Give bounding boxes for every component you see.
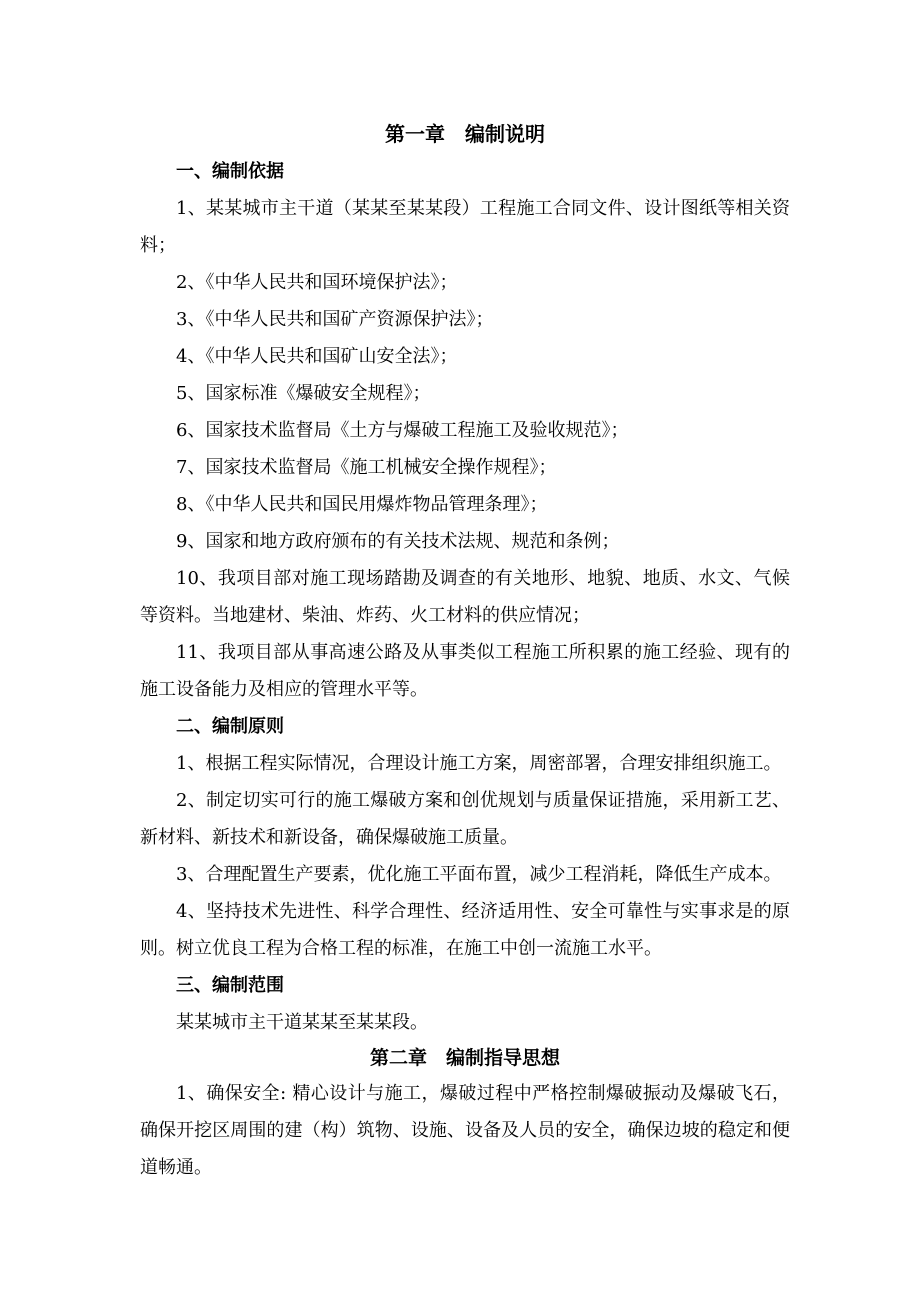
paragraph: 2、《中华人民共和国环境保护法》； xyxy=(176,272,458,293)
paragraph: 8、《中华人民共和国民用爆炸物品管理条理》； xyxy=(176,494,548,515)
paragraph: 5、国家标准《爆破安全规程》； xyxy=(176,383,431,404)
section-heading-scope: 三、编制范围 xyxy=(176,975,284,996)
paragraph: 3、《中华人民共和国矿产资源保护法》； xyxy=(176,309,494,330)
paragraph: 1、根据工程实际情况，合理设计施工方案，周密部署，合理安排组织施工。 xyxy=(176,753,782,774)
document-page xyxy=(140,117,790,1186)
paragraph: 1、确保安全: 精心设计与施工，爆破过程中严格控制爆破振动及爆破飞石，确保开挖区周围的建（构）筑物、设施、设备及人员的安全，确保边坡的稳定和便道畅通。 xyxy=(140,1083,790,1178)
chapter-1-title: 第一章 编制说明 xyxy=(385,122,545,146)
paragraph: 3、合理配置生产要素，优化施工平面布置，减少工程消耗，降低生产成本。 xyxy=(176,864,782,885)
section-heading-basis: 一、编制依据 xyxy=(176,161,284,182)
chapter-2-title: 第二章 编制指导思想 xyxy=(369,1047,560,1069)
section-heading-principles: 二、编制原则 xyxy=(176,716,284,737)
section-scope xyxy=(140,967,790,1041)
paragraph: 9、国家和地方政府颁布的有关技术法规、规范和条例； xyxy=(176,531,620,552)
section-principles xyxy=(140,708,790,967)
paragraph: 4、坚持技术先进性、科学合理性、经济适用性、安全可靠性与实事求是的原则。树立优良工程为合格工程的标准，在施工中创一流施工水平。 xyxy=(140,901,790,959)
paragraph: 4、《中华人民共和国矿山安全法》； xyxy=(176,346,458,367)
section-basis xyxy=(140,153,790,708)
paragraph: 6、国家技术监督局《土方与爆破工程施工及验收规范》； xyxy=(176,420,629,441)
paragraph: 11、我项目部从事高速公路及从事类似工程施工所积累的施工经验、现有的施工设备能力及相应的管理水平等。 xyxy=(140,642,790,700)
paragraph: 1、某某城市主干道（某某至某某段）工程施工合同文件、设计图纸等相关资料； xyxy=(140,198,790,256)
paragraph: 7、国家技术监督局《施工机械安全操作规程》； xyxy=(176,457,557,478)
paragraph: 2、制定切实可行的施工爆破方案和创优规划与质量保证措施，采用新工艺、新材料、新技术和新设备，确保爆破施工质量。 xyxy=(140,790,790,848)
section-guiding-ideas xyxy=(140,1075,790,1186)
paragraph: 某某城市主干道某某至某某段。 xyxy=(176,1012,428,1033)
paragraph: 10、我项目部对施工现场踏勘及调查的有关地形、地貌、地质、水文、气候等资料。当地建材、柴油、炸药、火工材料的供应情况； xyxy=(140,568,790,626)
